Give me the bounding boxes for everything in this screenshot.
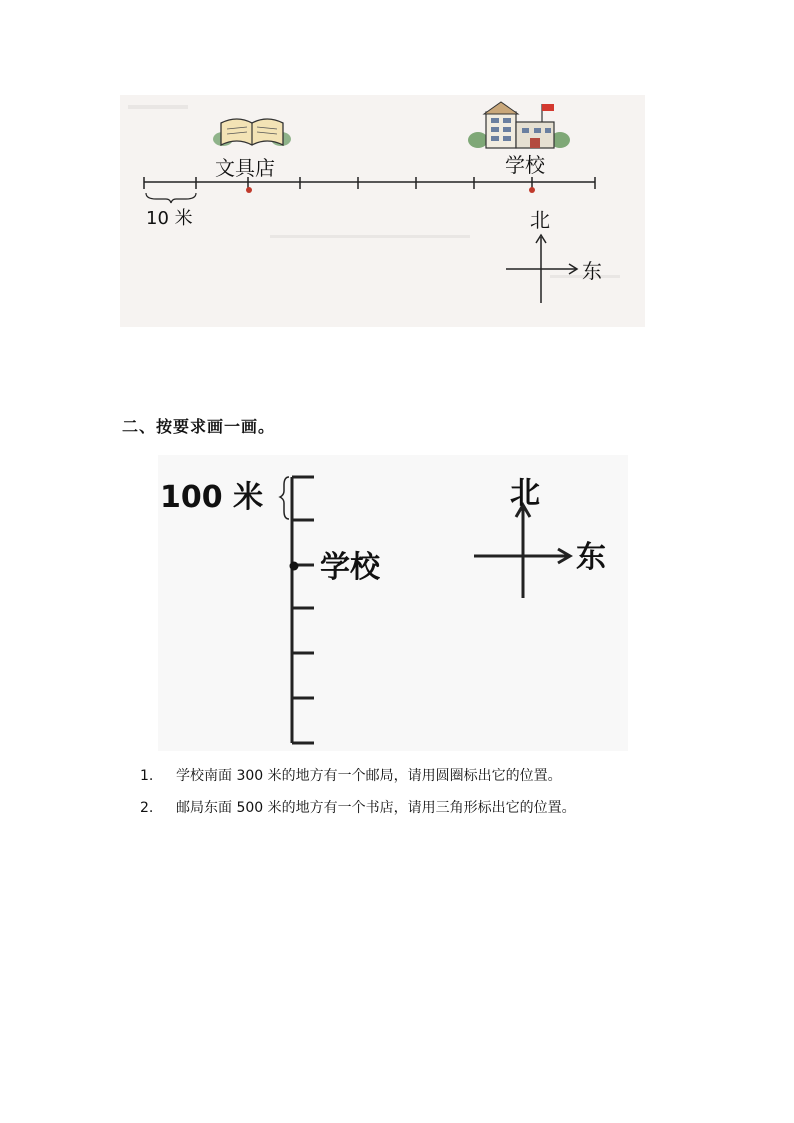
task-text: 学校南面 300 米的地方有一个邮局，请用圆圈标出它的位置。: [176, 768, 562, 784]
figure-vertical-scale: [158, 455, 628, 751]
section-title: 二、按要求画一画。: [122, 417, 276, 436]
school-point: [290, 562, 299, 571]
scale-brace: [280, 477, 289, 519]
book-store-icon: [213, 119, 291, 146]
task-number: 1.: [140, 768, 154, 784]
east-label: 东: [576, 540, 606, 575]
task-number: 2.: [140, 800, 154, 816]
school-label: 学校: [505, 153, 545, 177]
east-label: 东: [582, 259, 602, 283]
vertical-scale-diagram: [158, 455, 628, 751]
map-line-diagram: [120, 95, 645, 327]
task-item-2: [140, 797, 576, 817]
scale-brace: [146, 193, 196, 203]
compass-icon: [474, 505, 570, 598]
number-line: [144, 177, 595, 189]
vertical-number-line: [292, 477, 314, 743]
stationery-store-label: 文具店: [215, 156, 275, 180]
compass-icon: [506, 235, 577, 303]
north-label: 北: [510, 476, 540, 511]
stationery-store-point: [246, 187, 252, 193]
school-point: [529, 187, 535, 193]
figure-map-line: [120, 95, 645, 327]
scale-label: 10 米: [146, 208, 193, 229]
task-text: 邮局东面 500 米的地方有一个书店，请用三角形标出它的位置。: [176, 800, 576, 816]
school-label: 学校: [320, 550, 380, 585]
school-building-icon: [468, 102, 570, 148]
north-label: 北: [530, 208, 550, 232]
scale-label: 100 米: [160, 480, 264, 515]
task-item-1: [140, 765, 562, 785]
